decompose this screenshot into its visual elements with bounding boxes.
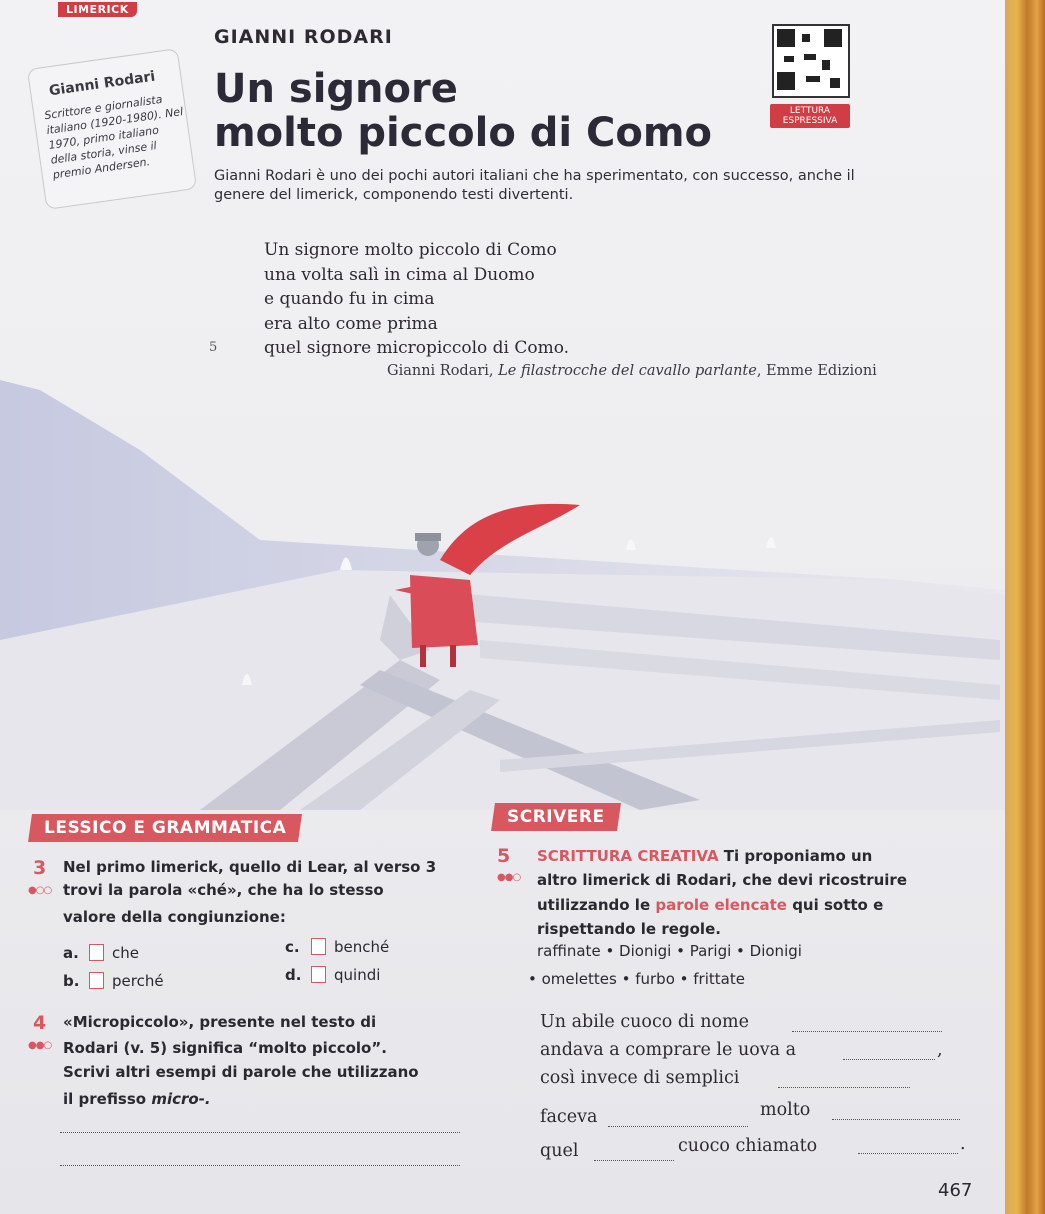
- answer-line-2[interactable]: [60, 1165, 460, 1166]
- exercise-4-line-1: «Micropiccolo», presente nel testo di: [63, 1013, 377, 1031]
- limerick-line-3: così invece di semplici: [540, 1068, 740, 1088]
- option-d-letter: d.: [285, 966, 302, 984]
- author-bio-card: [27, 48, 197, 210]
- option-a-letter: a.: [63, 944, 79, 962]
- lessico-grammatica-header: LESSICO E GRAMMATICA: [28, 814, 302, 842]
- scrivere-header: SCRIVERE: [491, 803, 621, 831]
- badge-line-1: LETTURA: [789, 106, 831, 116]
- background-fabric: [1005, 0, 1045, 1214]
- option-c-checkbox[interactable]: [311, 938, 326, 955]
- intro-text: Gianni Rodari è uno dei pochi autori italiani che ha sperimentato, con successo, anche il genere del limerick, componendo testi divertenti.: [214, 168, 855, 203]
- badge-line-2: ESPRESSIVA: [782, 116, 838, 126]
- blank-5[interactable]: [832, 1119, 960, 1120]
- poem-line-2: una volta salì in cima al Duomo: [264, 264, 535, 285]
- source-publisher: , Emme Edizioni: [756, 363, 877, 379]
- exercise-5-number: 5: [497, 845, 511, 867]
- option-c[interactable]: [285, 938, 389, 956]
- option-c-letter: c.: [285, 938, 300, 956]
- page-number: 467: [938, 1180, 973, 1201]
- limerick-word-quel: quel: [540, 1141, 579, 1161]
- blank-6[interactable]: [594, 1160, 674, 1161]
- limerick-tag: LIMERICK: [58, 2, 137, 17]
- word-list-1: raffinate • Dionigi • Parigi • Dionigi: [537, 942, 802, 960]
- exercise-4-line-4: il prefisso micro-.: [63, 1090, 211, 1108]
- word-list-2: • omelettes • furbo • frittate: [528, 970, 745, 988]
- exercise-4-difficulty: ●●○: [28, 1040, 52, 1051]
- title-line-2: molto piccolo di Como: [214, 110, 713, 156]
- option-a-text: che: [112, 944, 139, 962]
- title-line-1: Un signore: [214, 66, 458, 112]
- answer-line-1[interactable]: [60, 1132, 460, 1133]
- poem-line-1: Un signore molto piccolo di Como: [264, 240, 557, 260]
- option-b-text: perché: [112, 972, 164, 990]
- poem-source: [387, 363, 877, 379]
- bio-text: Scrittore e giornalista italiano (1920-1980). Nel 1970, primo italiano della storia, vinse il premio Andersen.: [43, 92, 184, 182]
- blank-3[interactable]: [778, 1087, 910, 1088]
- option-d[interactable]: [285, 966, 380, 984]
- blank-4[interactable]: [608, 1126, 748, 1127]
- option-c-text: benché: [334, 938, 390, 956]
- option-d-checkbox[interactable]: [311, 966, 326, 983]
- exercise-5-line-4: rispettando le regole.: [537, 920, 721, 938]
- poem-line-3: e quando fu in cima: [264, 289, 435, 309]
- qr-code-icon[interactable]: [772, 24, 850, 98]
- limerick-line-2: andava a comprare le uova a: [540, 1040, 797, 1060]
- author-name: GIANNI RODARI: [214, 26, 393, 48]
- rooftop-illustration: [0, 340, 1005, 810]
- bio-name: Gianni Rodari: [48, 68, 157, 100]
- lettura-espressiva-badge[interactable]: [770, 104, 850, 128]
- source-title: Le filastrocche del cavallo parlante: [498, 363, 757, 379]
- option-b[interactable]: [63, 972, 164, 990]
- option-b-checkbox[interactable]: [89, 972, 104, 989]
- poem-line-5: quel signore micropiccolo di Como.: [264, 338, 570, 358]
- poem-line-4: era alto come prima: [264, 313, 438, 334]
- comma-2: ,: [937, 1040, 943, 1060]
- option-a-checkbox[interactable]: [89, 944, 104, 961]
- exercise-4-line-3: Scrivi altri esempi di parole che utilizzano: [63, 1063, 419, 1081]
- exercise-4-number: 4: [33, 1012, 47, 1034]
- limerick-line-1: Un abile cuoco di nome: [540, 1012, 749, 1032]
- exercise-5-line-1: SCRITTURA CREATIVA Ti proponiamo un: [537, 847, 873, 865]
- blank-7[interactable]: [858, 1153, 958, 1154]
- option-b-letter: b.: [63, 972, 80, 990]
- exercise-3-line-2: trovi la parola «ché», che ha lo stesso: [63, 881, 384, 899]
- poem: [264, 238, 569, 361]
- limerick-line-cuoco: cuoco chiamato: [678, 1136, 818, 1156]
- limerick-word-molto: molto: [760, 1100, 811, 1120]
- option-d-text: quindi: [334, 966, 381, 984]
- source-author: Gianni Rodari,: [387, 363, 499, 379]
- limerick-line-4: faceva: [540, 1107, 598, 1127]
- exercise-5-difficulty: ●●○: [497, 872, 521, 883]
- blank-2[interactable]: [843, 1059, 935, 1060]
- blank-1[interactable]: [792, 1031, 942, 1032]
- exercise-3-line-3: valore della congiunzione:: [63, 908, 286, 926]
- exercise-4-line-2: Rodari (v. 5) significa “molto piccolo”.: [63, 1039, 387, 1057]
- option-a[interactable]: [63, 944, 139, 962]
- exercise-5-line-3: utilizzando le parole elencate qui sotto e: [537, 896, 884, 914]
- period-7: .: [960, 1134, 966, 1154]
- exercise-3-line-1: Nel primo limerick, quello di Lear, al verso 3: [63, 858, 437, 876]
- exercise-5-line-2: altro limerick di Rodari, che devi ricostruire: [537, 871, 907, 889]
- exercise-3-difficulty: ●○○: [28, 885, 52, 896]
- verse-number: 5: [209, 340, 218, 355]
- exercise-3-number: 3: [33, 857, 47, 879]
